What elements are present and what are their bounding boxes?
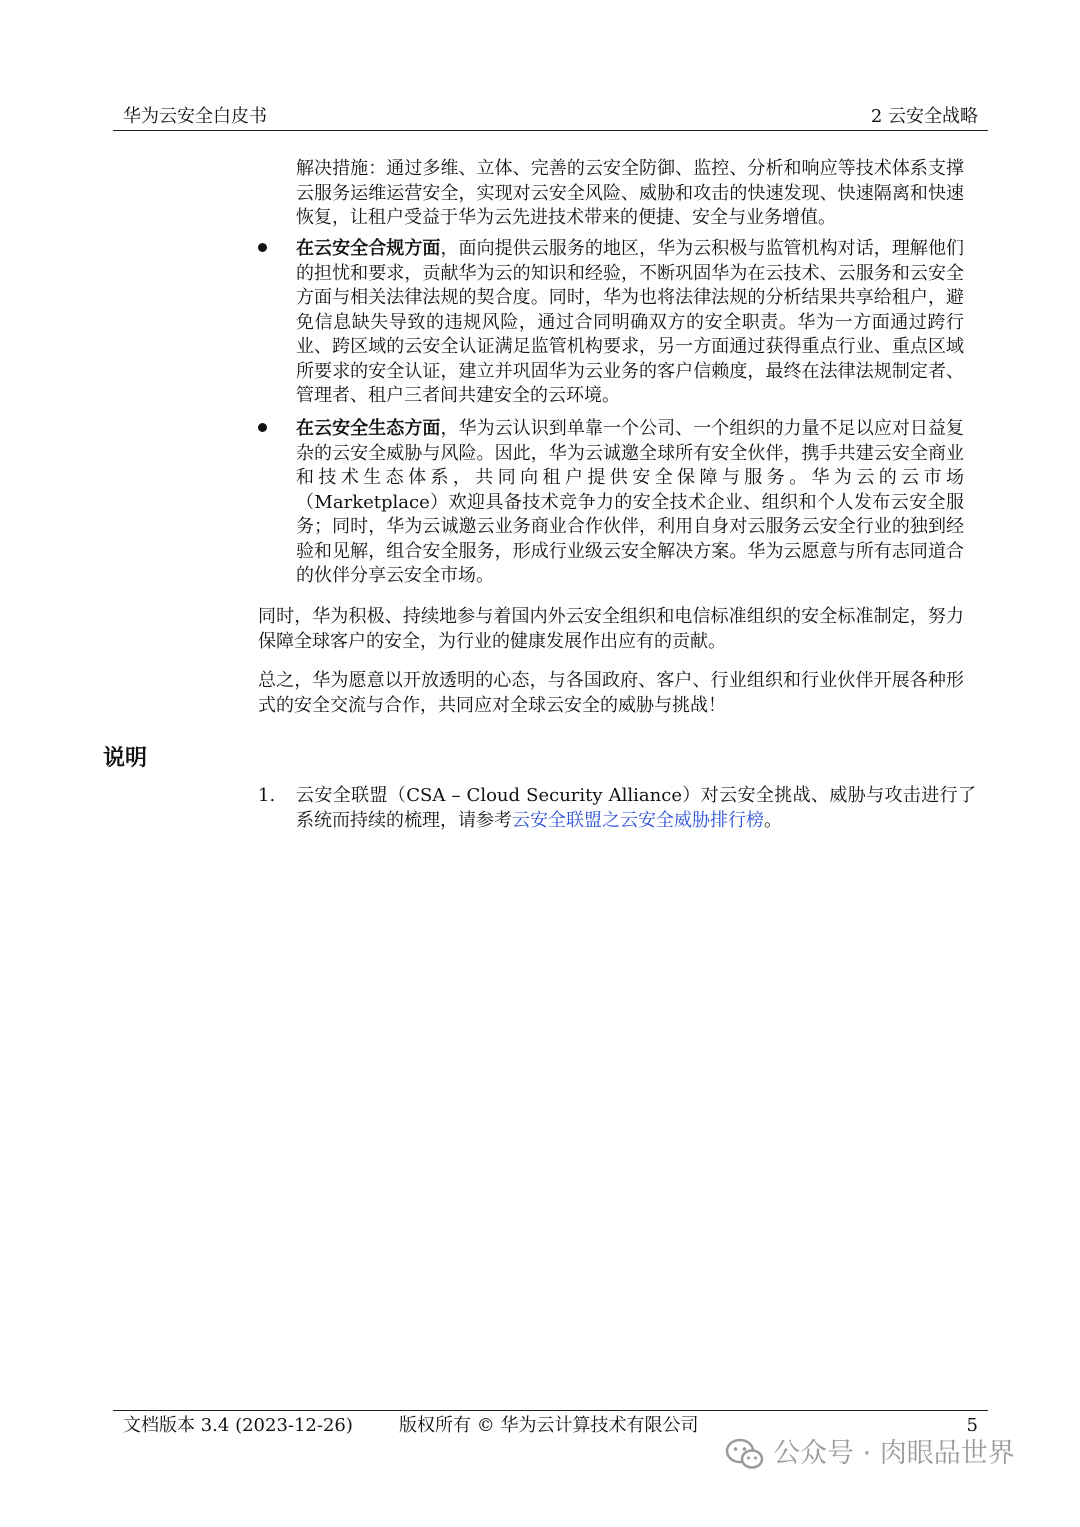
chapter-title: 2 云安全战略 xyxy=(870,106,978,127)
page-header xyxy=(113,104,988,131)
bullet-text: ，面向提供云服务的地区，华为云积极与监管机构对话，理解他们的担忧和要求，贡献华为云的知识和经验，不断巩固华为在云技术、云服务和云安全方面与相关法律法规的契合度。同时，华为也将法律法规的分析结果共享给租户，避免信息缺失导致的违规风险，通过合同明确双方的安全职责。华为一方面通过跨行业、跨区域的云安全认证满足监管机构要求，另一方面通过获得重点行业、重点区域所要求的安全认证，建立并巩固华为云业务的客户信赖度，最终在法律法规制定者、管理者、租户三者间共建安全的云环境。 xyxy=(296,238,965,406)
note-text xyxy=(296,784,976,833)
standards-paragraph: 同时，华为积极、持续地参与着国内外云安全组织和电信标准组织的安全标准制定，努力保障全球客户的安全，为行业的健康发展作出应有的贡献。 xyxy=(258,606,964,652)
notes-heading: 说明 xyxy=(103,746,148,771)
bullet-text: ，华为云认识到单靠一个公司、一个组织的力量不足以应对日益复杂的云安全威胁与风险。因此，华为云诚邀全球所有安全伙伴，携手共建云安全商业和技术生态体系，共同向租户提供安全保障与服务。华为云的云市场（Marketplace）欢迎具备技术竞争力的安全技术企业、组织和个人发布云安全服务；同时，华为云诚邀云业务商业合作伙伴，利用自身对云服务云安全行业的独到经验和见解，组合安全服务，形成行业级云安全解决方案。华为云愿意与所有志同道合的伙伴分享云安全市场。 xyxy=(296,418,965,586)
copyright: 版权所有 © 华为云计算技术有限公司 xyxy=(399,1415,699,1436)
solution-paragraph: 解决措施：通过多维、立体、完善的云安全防御、监控、分析和响应等技术体系支撑云服务运维运营安全，实现对云安全风险、威胁和攻击的快速发现、快速隔离和快速恢复，让租户受益于华为云先进技术带来的便捷、安全与业务增值。 xyxy=(296,158,964,228)
ecosystem-bullet xyxy=(296,417,964,589)
bullet-icon xyxy=(258,423,267,432)
bullet-icon xyxy=(258,243,267,252)
page-number: 5 xyxy=(966,1415,978,1436)
note-number: 1. xyxy=(258,785,276,806)
wechat-icon xyxy=(725,1437,765,1471)
note-tail: 。 xyxy=(764,809,782,831)
summary-paragraph: 总之，华为愿意以开放透明的心态，与各国政府、客户、行业组织和行业伙伴开展各种形式的安全交流与合作，共同应对全球云安全的威胁与挑战！ xyxy=(258,670,964,716)
csa-threat-link[interactable]: 云安全联盟之云安全威胁排行榜 xyxy=(512,809,764,831)
bullet-lead: 在云安全合规方面 xyxy=(296,238,441,259)
watermark-text: 公众号 · 肉眼品世界 xyxy=(773,1438,1015,1469)
watermark xyxy=(725,1432,1015,1476)
bullet-lead: 在云安全生态方面 xyxy=(296,418,441,439)
doc-version: 文档版本 3.4 (2023-12-26) xyxy=(123,1415,353,1436)
note-body: 云安全联盟（CSA – Cloud Security Alliance）对云安全挑战、威胁与攻击进行了系统而持续的梳理，请参考 xyxy=(296,785,976,831)
doc-title: 华为云安全白皮书 xyxy=(123,106,267,127)
compliance-bullet xyxy=(296,237,964,409)
